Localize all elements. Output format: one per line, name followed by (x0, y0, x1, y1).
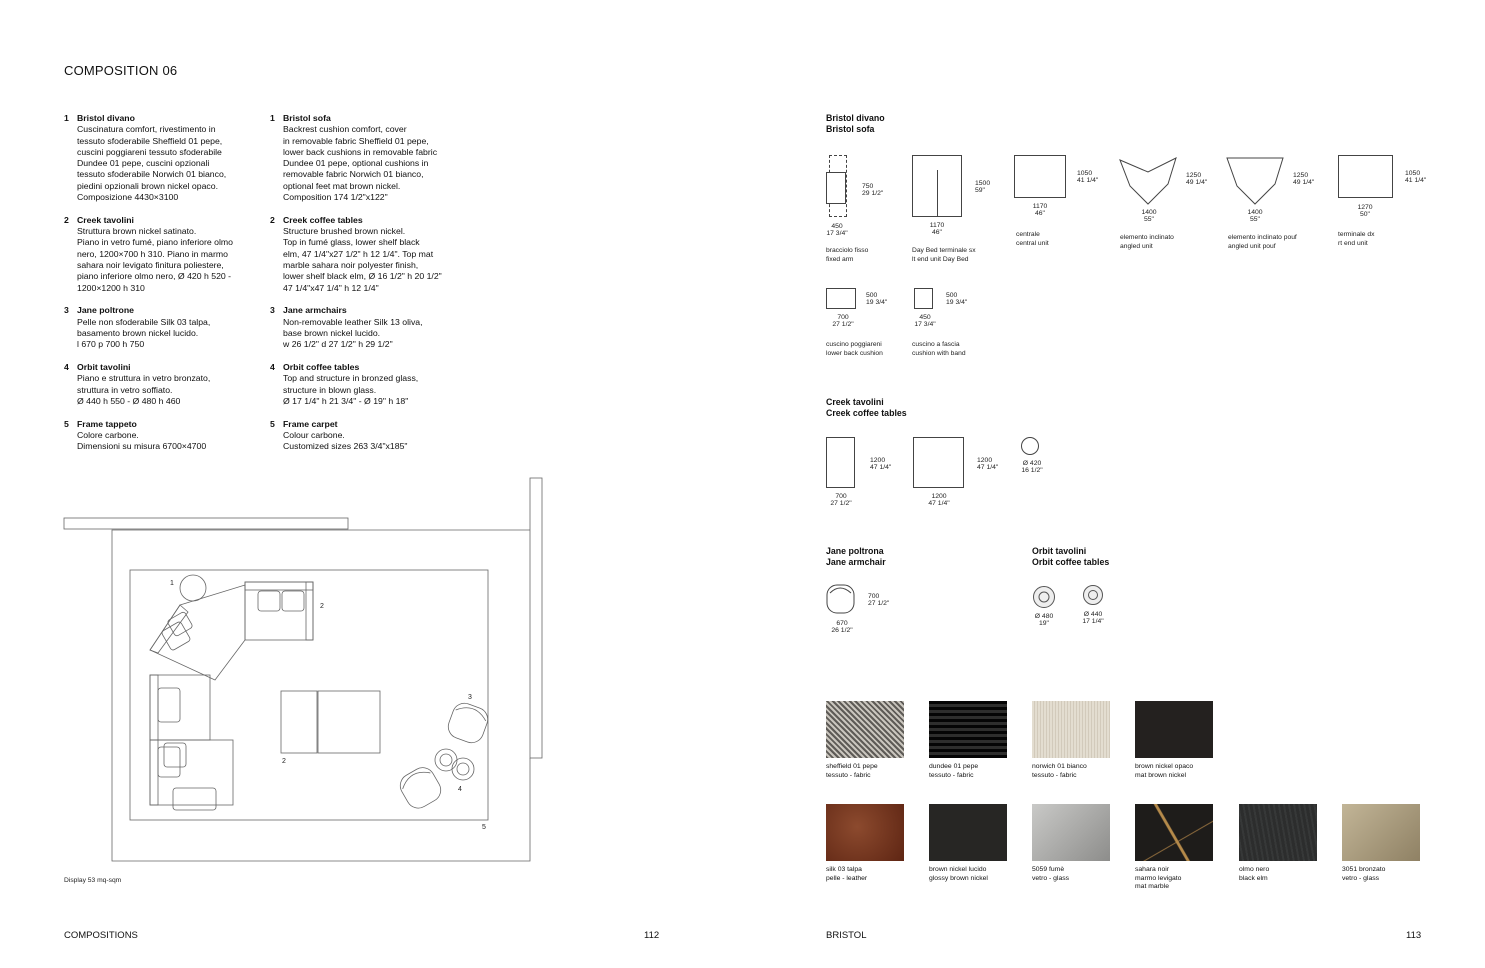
sofa-angled-unit (150, 585, 245, 680)
item-description: Structure brushed brown nickel. Top in fumé glass, lower shelf black elm, 47 1/4"x27 1/2" h 12 1/4". Top mat marble sahara noir polyester finish, lower shelf black elm, Ø 16 1/2" h 20 1/2" 47 1/4"x47 1/4" h 12 1/4" (283, 226, 442, 293)
dimension-label (922, 222, 952, 236)
dimension-label (822, 223, 852, 237)
item-number: 1 (64, 113, 69, 123)
swatch-item (826, 804, 904, 883)
item-name: Jane armchairs (283, 305, 347, 316)
item-number: 1 (270, 113, 275, 123)
angled-unit-drawing (1118, 152, 1180, 206)
label-it: bracciolo fisso (826, 247, 869, 254)
dim-mm: 1270 (1357, 204, 1373, 211)
item-number: 5 (64, 418, 69, 429)
lower-back-cushion-drawing (826, 288, 856, 309)
item-name: Orbit tavolini (77, 362, 131, 373)
dim-mm: 700 (835, 493, 847, 500)
band-cushion-drawing (914, 288, 933, 309)
dim-inch: 27 1/2" (830, 500, 852, 508)
swatch-label: silk 03 talpa pelle - leather (826, 866, 868, 882)
label-en: angled unit pouf (1228, 242, 1276, 250)
dim-mm: 500 (866, 292, 878, 299)
fixed-arm-inner-drawing (826, 172, 846, 204)
label-it: cuscino a fascia (912, 341, 960, 348)
header-line: Jane poltrona (826, 546, 884, 556)
element-label (1228, 234, 1297, 251)
item-description: Colore carbone. Dimensioni su misura 6700×4700 (77, 430, 207, 452)
plan-label: 1 (170, 580, 174, 587)
item-number: 5 (270, 418, 275, 429)
right-end-unit-drawing (1338, 155, 1393, 198)
dim-mm: 700 (837, 314, 849, 321)
dimension-label (1134, 209, 1164, 223)
swatch-label: sahara noir marmo levigato mat marble (1135, 866, 1182, 891)
element-label (826, 341, 883, 358)
item-name: Orbit coffee tables (283, 362, 360, 373)
label-en: central unit (1016, 239, 1049, 247)
dimension-label (1240, 209, 1270, 223)
dim-mm: Ø 420 (1022, 460, 1042, 467)
material-swatch (929, 804, 1007, 861)
item-description: Backrest cushion comfort, cover in removable fabric Sheffield 01 pepe, lower back cushions in removable fabric Dundee 01 pepe, optional cushions in removable fabric Norwich 01 bianco, optional feet mat brown nickel. Composition 174 1/2"x122" (283, 124, 438, 203)
orbit-table-outline (435, 749, 457, 771)
material-swatch (826, 701, 904, 758)
item-name: Frame tappeto (77, 418, 137, 429)
spec-item (270, 419, 480, 453)
item-name: Bristol sofa (283, 113, 331, 123)
plan-label: 5 (482, 824, 486, 831)
section-header-orbit (1032, 546, 1109, 569)
orbit-table-drawing (1082, 584, 1104, 606)
swatch-label: brown nickel lucido glossy brown nickel (929, 866, 988, 882)
dimension-label (1016, 460, 1048, 474)
swatch-item (1032, 701, 1110, 780)
dim-inch: 47 1/4" (928, 500, 950, 508)
dim-mm: 450 (919, 314, 931, 321)
creek-table-drawing (913, 437, 964, 488)
swatch-item (929, 701, 1007, 780)
dimension-label (1350, 204, 1380, 218)
element-label (1120, 234, 1174, 251)
spec-item (64, 362, 264, 407)
creek-table-outline (281, 691, 317, 753)
label-en: lt end unit Day Bed (912, 255, 969, 263)
dim-mm: 1050 (1405, 170, 1421, 177)
section-header-creek (826, 397, 907, 420)
dimension-label (946, 292, 967, 306)
dimension-label (1293, 172, 1314, 186)
label-it: Day Bed terminale sx (912, 247, 976, 254)
dim-inch: 50" (1360, 211, 1370, 219)
item-name: Bristol divano (77, 113, 135, 123)
header-line: Orbit coffee tables (1032, 557, 1110, 568)
element-label (826, 247, 868, 264)
spec-item (64, 113, 264, 203)
page-number: 112 (644, 930, 660, 941)
dim-mm: 1200 (931, 493, 947, 500)
material-swatch (1239, 804, 1317, 861)
spec-item (64, 419, 264, 453)
label-it: elemento inclinato (1120, 234, 1174, 241)
swatch-item (1135, 701, 1213, 780)
dim-inch: 55" (1250, 216, 1260, 224)
dim-inch: 19" (1039, 620, 1049, 628)
header-line: Bristol divano (826, 113, 885, 123)
dim-inch: 49 1/4" (1186, 179, 1208, 187)
swatch-item (1135, 804, 1213, 892)
dim-inch: 47 1/4" (977, 464, 999, 472)
material-swatch (826, 804, 904, 861)
label-it: elemento inclinato pouf (1228, 234, 1297, 241)
item-number: 3 (270, 305, 275, 316)
item-description: Pelle non sfoderabile Silk 03 talpa, basamento brown nickel lucido. l 670 p 700 h 750 (77, 316, 211, 350)
dim-inch: 29 1/2" (862, 190, 884, 198)
item-name: Creek tavolini (77, 214, 134, 225)
label-en: lower back cushion (826, 349, 883, 357)
armchair-outline (396, 763, 445, 812)
label-it: terminale dx (1338, 231, 1375, 238)
armchair-outline (445, 700, 491, 746)
dim-inch: 41 1/4" (1405, 177, 1427, 185)
dimension-label (910, 314, 940, 328)
dim-inch: 19 3/4" (866, 299, 888, 307)
swatch-label: norwich 01 bianco tessuto - fabric (1032, 763, 1087, 779)
dim-inch: 41 1/4" (1077, 177, 1099, 185)
swatch-item (1239, 804, 1317, 883)
dim-inch: 46" (1035, 210, 1045, 218)
dim-inch: 55" (1144, 216, 1154, 224)
dim-mm: 750 (862, 183, 874, 190)
wall-segment (64, 518, 348, 529)
dimension-label (1025, 203, 1055, 217)
english-spec-list (270, 113, 480, 464)
spec-item (270, 305, 480, 350)
dim-mm: Ø 440 (1083, 611, 1103, 618)
central-unit-drawing (1014, 155, 1066, 198)
dim-inch: 47 1/4" (870, 464, 892, 472)
item-name: Jane poltrone (77, 305, 134, 316)
dim-inch: 19 3/4" (946, 299, 968, 307)
item-description: Top and structure in bronzed glass, structure in blown glass. Ø 17 1/4" h 21 3/4" - Ø 19" h 18" (283, 373, 419, 407)
item-description: Struttura brown nickel satinato. Piano in vetro fumé, piano inferiore olmo nero, 1200×700 h 310. Piano in marmo sahara noir levigato finitura poliestere, piano inferiore olmo nero, Ø 420 h 520 - 1200×1200 h 310 (77, 226, 233, 293)
dim-mm: 1400 (1141, 209, 1157, 216)
label-en: rt end unit (1338, 239, 1368, 247)
item-number: 4 (270, 362, 275, 373)
dim-inch: 27 1/2" (868, 600, 890, 608)
jane-armchair-drawing (826, 583, 856, 615)
item-name: Frame carpet (283, 418, 338, 429)
label-it: centrale (1016, 231, 1040, 238)
header-line: Creek coffee tables (826, 408, 907, 419)
day-bed-divider (937, 170, 938, 216)
angled-pouf-drawing (1225, 152, 1287, 206)
swatch-label: brown nickel opaco mat brown nickel (1135, 763, 1194, 779)
dimension-label (862, 183, 883, 197)
spec-item (270, 362, 480, 407)
round-table-outline (180, 575, 206, 601)
creek-round-table-drawing (1021, 437, 1039, 455)
dim-inch: 17 3/4" (914, 321, 936, 329)
dimension-label (1028, 613, 1060, 627)
item-description: Piano e struttura in vetro bronzato, struttura in vetro soffiato. Ø 440 h 550 - Ø 480 h 460 (77, 373, 211, 407)
dim-inch: 17 1/4" (1082, 618, 1104, 626)
carpet-outline (130, 570, 488, 820)
dimension-label (826, 620, 858, 634)
dimension-label (1186, 172, 1207, 186)
plan-label: 2 (282, 758, 286, 765)
header-line: Orbit tavolini (1032, 546, 1087, 556)
dim-mm: 500 (946, 292, 958, 299)
spec-item (64, 305, 264, 350)
swatch-item (1032, 804, 1110, 883)
swatch-item (929, 804, 1007, 883)
header-line: Creek tavolini (826, 397, 884, 407)
dimension-label (1077, 611, 1109, 625)
dim-mm: 450 (831, 223, 843, 230)
dim-mm: 670 (836, 620, 848, 627)
swatch-label: sheffield 01 pepe tessuto - fabric (826, 763, 878, 779)
dim-inch: 46" (932, 229, 942, 237)
dimension-label (975, 180, 990, 194)
material-swatch (1135, 701, 1213, 758)
dim-inch: 16 1/2" (1021, 467, 1043, 475)
label-en: angled unit (1120, 242, 1153, 250)
dim-mm: 1170 (1032, 203, 1048, 210)
creek-table-outline (318, 691, 380, 753)
swatch-label: dundee 01 pepe tessuto - fabric (929, 763, 979, 779)
dim-mm: 1250 (1293, 172, 1309, 179)
swatch-label: 3051 bronzato vetro - glass (1342, 866, 1386, 882)
page-number: 113 (1406, 930, 1422, 941)
dim-mm: 1500 (975, 180, 991, 187)
dimension-label (977, 457, 998, 471)
creek-table-drawing (826, 437, 855, 488)
dim-mm: 1400 (1247, 209, 1263, 216)
dim-mm: 1200 (870, 457, 886, 464)
item-description: Non-removable leather Silk 13 oliva, base brown nickel lucido. w 26 1/2" d 27 1/2" h 29 1/2" (283, 316, 423, 350)
item-number: 2 (270, 214, 275, 225)
floor-plan-drawing (60, 475, 550, 870)
item-number: 2 (64, 214, 69, 225)
element-label (912, 341, 966, 358)
plan-label: 4 (458, 786, 462, 793)
section-header-jane (826, 546, 886, 569)
dimension-label (923, 493, 955, 507)
plan-label: 3 (468, 694, 472, 701)
header-line: Jane armchair (826, 557, 886, 568)
dim-mm: 1200 (977, 457, 993, 464)
display-note: Display 53 mq-sqm (64, 877, 122, 884)
orbit-table-drawing (1032, 585, 1056, 609)
spec-item (270, 215, 480, 294)
dim-inch: 49 1/4" (1293, 179, 1315, 187)
material-swatch (1032, 701, 1110, 758)
dim-mm: 1050 (1077, 170, 1093, 177)
label-en: cushion with band (912, 349, 966, 357)
sofa-day-bed-unit (150, 740, 233, 805)
plan-label: 2 (320, 603, 324, 610)
dimension-label (1405, 170, 1426, 184)
swatch-item (826, 701, 904, 780)
dim-mm: Ø 480 (1034, 613, 1054, 620)
dimension-label (1077, 170, 1098, 184)
spec-item (270, 113, 480, 203)
dim-inch: 59" (975, 187, 985, 195)
element-label (1016, 231, 1049, 248)
dim-mm: 1170 (929, 222, 945, 229)
dimension-label (825, 493, 857, 507)
item-description: Cuscinatura comfort, rivestimento in tessuto sfoderabile Sheffield 01 pepe, cuscini poggiareni tessuto sfoderabile Dundee 01 pepe, cuscini opzionali tessuto sfoderabile Norwich 01 bianco, piedini opzionali brown nickel opaco. Composizione 4430×3100 (77, 124, 227, 203)
material-swatch (1032, 804, 1110, 861)
label-en: fixed arm (826, 255, 854, 263)
wall-segment (530, 478, 542, 758)
dimension-label (866, 292, 887, 306)
element-label (1338, 231, 1374, 248)
swatch-item (1342, 804, 1420, 883)
footer-section-label: COMPOSITIONS (64, 930, 138, 941)
header-line: Bristol sofa (826, 124, 875, 135)
footer-section-label: BRISTOL (826, 930, 867, 941)
italian-spec-list (64, 113, 264, 464)
item-name: Creek coffee tables (283, 214, 363, 225)
swatch-label: 5059 fumè vetro - glass (1032, 866, 1070, 882)
material-swatch (929, 701, 1007, 758)
dimension-label (868, 593, 889, 607)
item-number: 3 (64, 305, 69, 316)
swatch-label: olmo nero black elm (1239, 866, 1270, 882)
dim-mm: 700 (868, 593, 880, 600)
item-description: Colour carbone. Customized sizes 263 3/4"x185" (283, 430, 408, 452)
material-swatch (1135, 804, 1213, 861)
spec-item (64, 215, 264, 294)
element-label (912, 247, 976, 264)
label-it: cuscino poggiareni (826, 341, 882, 348)
section-header-sofa (826, 113, 885, 136)
material-swatch (1342, 804, 1420, 861)
item-number: 4 (64, 362, 69, 373)
dimension-label (826, 314, 860, 328)
dimension-label (870, 457, 891, 471)
dim-inch: 17 3/4" (826, 230, 848, 238)
page-title: COMPOSITION 06 (64, 63, 178, 78)
dim-inch: 26 1/2" (831, 627, 853, 635)
dim-inch: 27 1/2" (832, 321, 854, 329)
dim-mm: 1250 (1186, 172, 1202, 179)
orbit-table-outline (452, 758, 474, 780)
